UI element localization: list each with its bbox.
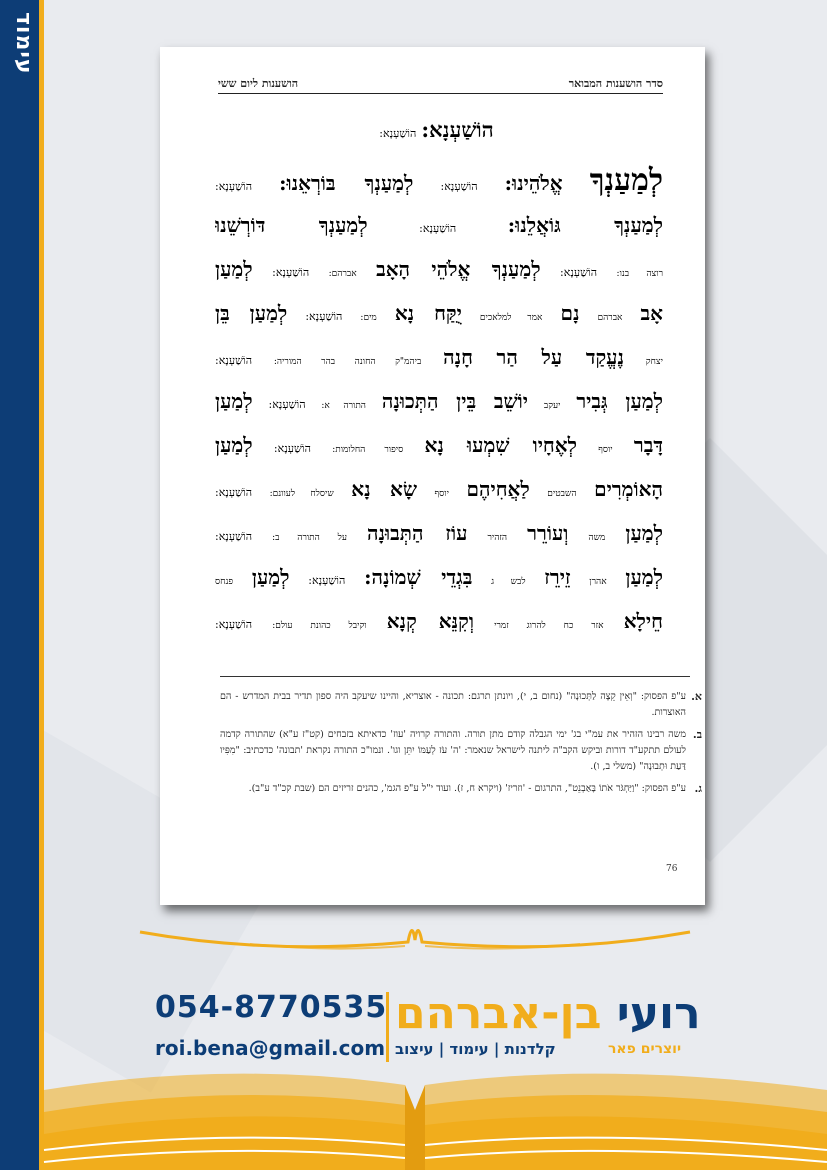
tagline: יוצרים פאר bbox=[608, 1041, 682, 1057]
poem-commentary: משה bbox=[588, 533, 606, 543]
poem-refrain: הוֹשַׁעְנָא: bbox=[440, 180, 478, 193]
poem-commentary: על התורה ב: bbox=[272, 533, 347, 543]
footnote-marker: ב. bbox=[692, 728, 702, 741]
poem-refrain: הוֹשַׁעְנָא: bbox=[273, 442, 311, 455]
poem-verse: לְמַעַן bbox=[215, 433, 253, 457]
poem-refrain: הוֹשַׁעְנָא: bbox=[215, 486, 253, 499]
poem-verse: וְעוֹרֵר bbox=[527, 521, 569, 545]
poem-commentary: שיסלח לעוונם: bbox=[269, 489, 334, 499]
poem-commentary: יוסף bbox=[434, 489, 449, 499]
poem-refrain: הוֹשַׁעְנָא: bbox=[272, 266, 310, 279]
poem-commentary: יצחק bbox=[645, 357, 663, 367]
poem-verse: חֵילָא bbox=[623, 609, 663, 633]
poem-verse: דָּבָר bbox=[633, 433, 663, 457]
poem-verse: אָב bbox=[640, 301, 663, 325]
footnote-text: משה רבינו הזהיר את עמ"י בג' ימי הגבלה קודם מתן תורה. והתורה קרויה 'עוז' כדאיתא בזבחים (קט"ז ע"א) שהתורה קדמה לעולם תתקע"ד דורות וביקש הקב"ה ליתנה לישראל שנאמר: 'ה' עֹז לְעַמּוֹ יִתֵּן וגו'. ונמו"כ התורה נקראת 'תבונה' כדכתיב: "מִפִּיו דַּעַת וּתְבוּנָה" (משלי ב, ו). bbox=[220, 729, 686, 772]
poem-refrain: הוֹשַׁעְנָא: bbox=[215, 180, 253, 193]
book-top-curve bbox=[140, 930, 690, 946]
footnote-marker: א. bbox=[691, 690, 702, 703]
poem-commentary: פנחס bbox=[215, 577, 234, 587]
poem-verse: לְמַעַן בֵּן bbox=[215, 301, 288, 325]
poem-verse: שָׂא נָא bbox=[351, 477, 417, 501]
poem-verse: נָם bbox=[560, 301, 580, 325]
poem-verse: יֻקַּח נָא bbox=[394, 301, 462, 325]
poem-refrain: הוֹשַׁעְנָא: bbox=[215, 354, 253, 367]
poem-commentary: אהרן bbox=[589, 577, 607, 587]
poem-verse: וְקִנֵּא קְנָא bbox=[386, 609, 474, 633]
poem-refrain: הוֹשַׁעְנָא: bbox=[560, 266, 598, 279]
poem-refrain: הוֹשַׁעְנָא: bbox=[215, 618, 253, 631]
poem-commentary: אברהם: bbox=[328, 269, 357, 279]
poem-verse: בִּגְדֵי שְׁמוֹנָה: bbox=[364, 565, 473, 589]
poem-verse: עוֹז הַתְּבוּנָה bbox=[367, 521, 468, 545]
poem-verse: זֵירֵז bbox=[544, 565, 571, 589]
poem-verse: לְמַעַן גְּבִיר bbox=[576, 389, 663, 413]
title-refrain: הוֹשַׁעְנָא: bbox=[379, 127, 417, 140]
poem-verse: לְאֶחָיו שִׁמְעוּ נָא bbox=[424, 433, 577, 457]
poem-commentary: סיפור החלומות: bbox=[332, 445, 404, 455]
poem-refrain: הוֹשַׁעְנָא: bbox=[305, 310, 343, 323]
poem-refrain: הוֹשַׁעְנָא: bbox=[419, 222, 457, 235]
poem-verse: לְמַעַנְךָ גּוֹאֲלֵנוּ: bbox=[507, 213, 663, 237]
services-list: קלדנות | עימוד | עיצוב bbox=[395, 1040, 556, 1058]
poem-verse: לְמַעַן bbox=[251, 565, 290, 589]
poem-commentary: אברהם bbox=[597, 313, 623, 323]
poem-verse: יוֹשֵׁב בֵּין הַתְּכוּנָה bbox=[381, 389, 529, 413]
poem-commentary: רוצה בנו: bbox=[616, 269, 663, 279]
poem-verse: נֶעֱקַד עַל הַר חָנָה bbox=[443, 345, 624, 369]
poem-commentary: הזהיר bbox=[487, 533, 508, 543]
poem-verse: אֱלֹהֵינוּ: bbox=[504, 171, 563, 195]
page-number: 76 bbox=[666, 864, 678, 874]
poem-refrain: הוֹשַׁעְנָא: bbox=[308, 574, 346, 587]
advertiser-last-name: בן-אברהם bbox=[395, 988, 602, 1039]
poem-commentary: לבש ג bbox=[491, 577, 526, 587]
side-ribbon-label: עימוד bbox=[11, 12, 36, 75]
poem-commentary: מים: bbox=[360, 313, 377, 323]
poem-commentary: אזר כח להרוג זמרי bbox=[494, 621, 604, 631]
poem-verse: לְמַעַנְךָ bbox=[589, 163, 663, 198]
poem-commentary: ביהמ"ק החונה בהר המוריה: bbox=[273, 357, 422, 367]
poem-commentary: השבטים bbox=[547, 489, 577, 499]
book-spine bbox=[405, 1085, 425, 1170]
poem-verse: הָאוֹמְרִים bbox=[594, 477, 663, 501]
footnote-text: ע"פ הפסוק: "וְאֵין קֵצֶה לַתְּכוּנָה" (נחום ב, י), ויונתן תרגם: תכונה - אוצריא, והיינו שיעקב היה ספון תדיר בבית המדרש - הם האוצרות. bbox=[220, 691, 686, 718]
poem-verse: לְמַעַן bbox=[215, 389, 253, 413]
footnote-text: ע"פ הפסוק: "וַיַּחְגֹּר אֹתוֹ בָּאַבְנֵט", התרגום - 'וזריז' (ויקרא ח, ז). ועוד י"ל ע"פ הגמ', כהנים זריזים הם (שבת קכ"ד ע"ב). bbox=[248, 783, 686, 794]
poem-verse: לְמַעַנְךָ אֱלֹהֵי הָאָב bbox=[376, 257, 541, 281]
advertiser-name bbox=[395, 988, 701, 1039]
poem-verse: לְמַעַן bbox=[215, 257, 253, 281]
poem-commentary: יעקב bbox=[543, 401, 561, 411]
title-main: הוֹשַׁעְנָא: bbox=[421, 117, 494, 142]
advertiser-first-name: רועי bbox=[616, 988, 701, 1039]
poem-verse: לְמַעַנְךָ בּוֹרְאֵנוּ: bbox=[279, 171, 414, 195]
poem-commentary: יוסף bbox=[598, 445, 613, 455]
poem-verse: לְמַעַנְךָ דּוֹרְשֵׁנוּ bbox=[215, 213, 368, 237]
poem-refrain: הוֹשַׁעְנָא: bbox=[215, 530, 253, 543]
poem-refrain: הוֹשַׁעְנָא: bbox=[268, 398, 306, 411]
poem-commentary: התורה א: bbox=[321, 401, 366, 411]
poem-commentary: אמר למלאכים bbox=[479, 313, 543, 323]
poem-commentary: וקיבל כהונת עולם: bbox=[272, 621, 367, 631]
email-address: roi.bena@gmail.com bbox=[155, 1036, 386, 1060]
poem-verse: לַאֲחִיהֶם bbox=[466, 477, 530, 501]
phone-number: 054-8770535 bbox=[155, 990, 388, 1025]
header-section-title: הושענות ליום ששי bbox=[218, 77, 299, 90]
poem-verse: לְמַעַן bbox=[625, 565, 663, 589]
poem-verse: לְמַעַן bbox=[625, 521, 663, 545]
footnote-marker: ג. bbox=[694, 782, 702, 795]
header-book-title: סדר הושענות המבואר bbox=[568, 77, 663, 90]
